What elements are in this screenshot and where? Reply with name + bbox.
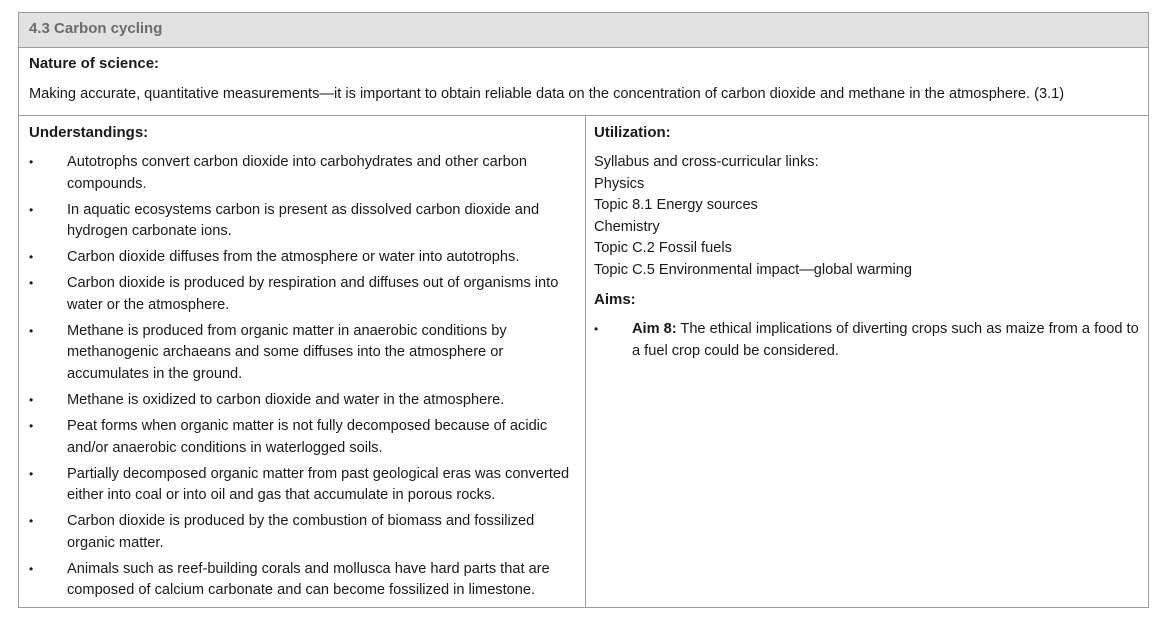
nature-of-science-text: Making accurate, quantitative measurements—it is important to obtain reliable data on the concentration of carbon dioxide and methane in the atmosphere. (3.1) [29,86,1065,102]
link-item: Chemistry [594,218,660,235]
understandings-column [29,122,581,606]
list-item: • Peat forms when organic matter is not fully decomposed because of acidic and/or anaerobic conditions in waterlogged soils. [29,418,548,456]
column-divider [585,115,586,608]
list-item: • In aquatic ecosystems carbon is present as dissolved carbon dioxide and hydrogen carbonate ions. [29,201,540,240]
utilization-heading: Utilization: [594,124,671,141]
aims-list [594,319,1144,362]
row-divider [19,115,1148,116]
list-item: • Carbon dioxide is produced by the combustion of biomass and fossilized organic matter. [29,513,535,551]
bullet-icon: • [29,276,34,291]
bullet-icon: • [29,202,34,217]
bullet-icon: • [29,514,34,529]
bullet-icon: • [594,322,599,336]
aim-label: Aim 8: [632,321,677,337]
bullet-icon: • [29,250,34,265]
bullet-icon: • [29,323,34,338]
bullet-icon: • [29,392,34,407]
link-item: Topic C.5 Environmental impact—global warming [594,261,912,278]
link-item: Topic 8.1 Energy sources [594,197,758,213]
bullet-icon: • [29,561,34,576]
list-item: • Carbon dioxide diffuses from the atmosphere or water into autotrophs. [29,247,581,269]
list-item: • Partially decomposed organic matter from past geological eras was converted either into coal or into oil and gas that accumulate in porous rocks. [29,465,570,504]
aims-heading: Aims: [594,291,636,308]
list-item: • Carbon dioxide is produced by respiration and diffuses out of organisms into water or the atmosphere. [29,275,559,313]
nature-of-science-heading: Nature of science: [29,55,160,72]
link-item: Topic C.2 Fossil fuels [594,240,732,256]
links-heading: Syllabus and cross-curricular links: [594,154,819,170]
list-item [594,319,1144,362]
bullet-icon: • [29,466,34,481]
list-item: • Methane is oxidized to carbon dioxide and water in the atmosphere. [29,390,581,412]
section-title: 4.3 Carbon cycling [29,20,163,37]
understandings-list [29,152,581,602]
understandings-heading: Understandings: [29,124,149,141]
list-item: • Animals such as reef-building corals and mollusca have hard parts that are composed of calcium carbonate and can become fossilized in limestone. [29,560,550,599]
list-item: • Methane is produced from organic matter in anaerobic conditions by methanogenic archaeans and some diffuses into the atmosphere or accumulates in the ground. [29,322,507,382]
bullet-icon: • [29,419,34,434]
bullet-icon: • [29,155,34,169]
aim-text: The ethical implications of diverting crops such as maize from a food to a fuel crop could be considered. [632,321,1139,359]
link-item: Physics [594,175,645,192]
section-title-bar [19,13,1148,48]
syllabus-table [18,12,1149,608]
utilization-column [594,122,1144,367]
list-item: • Autotrophs convert carbon dioxide into carbohydrates and other carbon compounds. [29,154,527,192]
cross-curricular-links [594,152,1144,281]
